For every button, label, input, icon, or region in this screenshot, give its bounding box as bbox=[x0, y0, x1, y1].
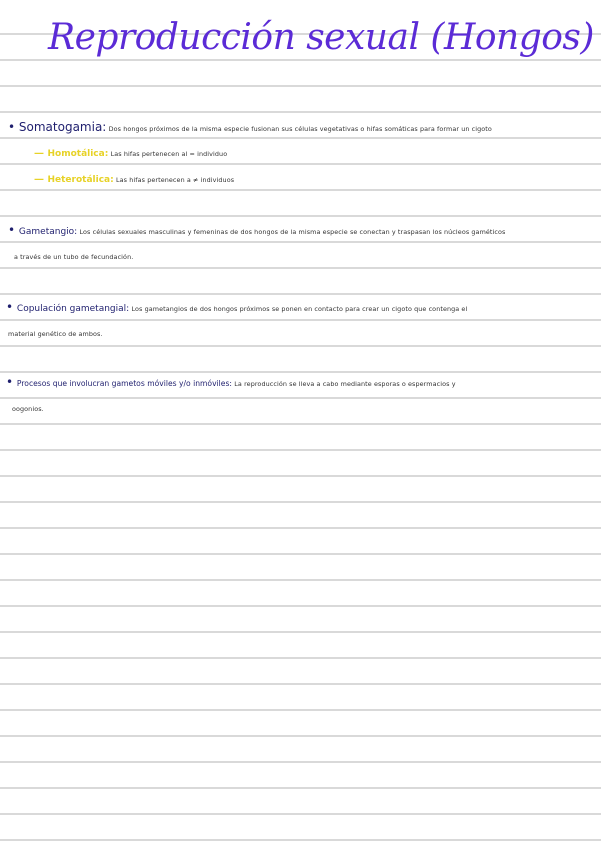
dash-marker: — bbox=[34, 174, 48, 185]
definition-continuation: a través de un tubo de fecundación. bbox=[14, 253, 134, 261]
definition-copulacion-gametangial: Los gametangios de dos hongos próximos se ponen en contacto para crear un cigoto que contenga el bbox=[131, 305, 468, 313]
dash-marker: — bbox=[34, 148, 48, 159]
term-somatogamia: Somatogamia: bbox=[18, 120, 107, 134]
bullet-point: • bbox=[6, 300, 17, 314]
section-gametangio bbox=[8, 224, 505, 238]
term-homotalica: Homotálica: bbox=[47, 149, 109, 159]
term-gametangio: Gametangio: bbox=[18, 227, 78, 237]
bullet-point: • bbox=[8, 120, 19, 134]
continuation-copulacion bbox=[8, 328, 103, 340]
definition-homotalica: Las hifas pertenecen al = individuo bbox=[110, 150, 228, 158]
definition-somatogamia: Dos hongos próximos de la misma especie fusionan sus células vegetativas o hifas somáticas para formar un cigoto bbox=[108, 125, 492, 133]
section-somatogamia bbox=[8, 121, 492, 135]
section-copulacion-gametangial bbox=[6, 301, 467, 315]
definition-continuation: material genético de ambos. bbox=[8, 330, 103, 338]
subitem-homotalica bbox=[34, 148, 227, 160]
continuation-procesos bbox=[12, 403, 44, 415]
term-procesos-gametos: Procesos que involucran gametos móviles y/o inmóviles: bbox=[16, 379, 232, 388]
bullet-point: • bbox=[8, 223, 19, 237]
page-title: Reproducción sexual (Hongos) bbox=[48, 17, 594, 58]
subitem-heterotalica bbox=[34, 174, 234, 186]
definition-continuation: oogonios. bbox=[12, 405, 44, 413]
continuation-gametangio bbox=[14, 251, 133, 263]
term-copulacion-gametangial: Copulación gametangial: bbox=[16, 304, 130, 314]
definition-procesos-gametos: La reproducción se lleva a cabo mediante esporas o espermacios y bbox=[234, 380, 456, 388]
term-heterotalica: Heterotálica: bbox=[47, 175, 114, 185]
definition-gametangio: Los células sexuales masculinas y femeninas de dos hongos de la misma especie se conectan y traspasan los núcleos gaméticos bbox=[79, 228, 506, 236]
definition-heterotalica: Las hifas pertenecen a ≠ individuos bbox=[116, 176, 235, 184]
bullet-point: • bbox=[6, 375, 17, 389]
section-procesos-gametos bbox=[6, 376, 456, 390]
